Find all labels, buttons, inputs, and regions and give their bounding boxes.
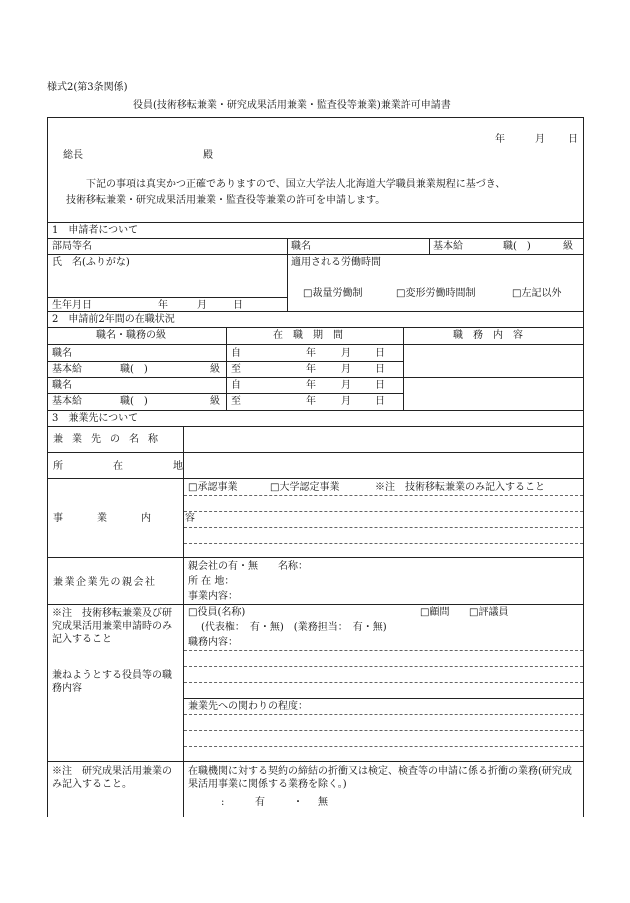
statement-line1: 下記の事項は真実かつ正確でありますので、国立大学法人北海道大学職員兼業規程に基づき、	[86, 179, 506, 190]
hist2-grade: 職( )	[120, 396, 148, 407]
business-opt-approved[interactable]: □承認事業	[188, 482, 238, 493]
hist1-to: 至	[231, 364, 241, 375]
hist2-salary: 基本給	[52, 396, 82, 407]
role-opt-officer[interactable]: □役員(名称)	[188, 607, 246, 618]
form-title: 役員(技術移転兼業・研究成果活用兼業・監査役等兼業)兼業許可申請書	[133, 100, 451, 111]
location-label: 所 在 地	[53, 461, 203, 472]
company-name-label: 兼業先の名称	[53, 434, 167, 445]
hist1-to-day: 日	[375, 364, 385, 375]
hist2-from-year: 年	[306, 380, 316, 391]
position-label: 職名	[291, 241, 311, 252]
col-position: 職名・職務の級	[96, 330, 166, 341]
frame-top	[47, 117, 583, 118]
col-period: 在 職 期 間	[273, 330, 343, 341]
research-yes[interactable]: 有	[255, 797, 265, 808]
hist2-from-month: 月	[341, 380, 351, 391]
hist2-to-day: 日	[375, 396, 385, 407]
role-opt-councilor[interactable]: □評議員	[469, 607, 509, 618]
col-duties: 職 務 内 容	[453, 330, 523, 341]
birth-day: 日	[233, 300, 243, 311]
section3-heading: 3 兼業先について	[52, 413, 139, 424]
involvement-label: 兼業先への関わりの程度：	[188, 701, 308, 712]
salary-label: 基本給	[433, 241, 463, 252]
opt-discretionary[interactable]: □裁量労働制	[303, 288, 363, 299]
hist1-from-year: 年	[306, 348, 316, 359]
role-label: 兼ねようとする役員等の職務内容	[52, 670, 172, 694]
opt-variable[interactable]: □変形労働時間制	[396, 288, 476, 299]
research-note: ※注 研究成果活用兼業のみ記入すること。	[52, 766, 172, 790]
opt-other[interactable]: □左記以外	[512, 288, 562, 299]
parent-company-label: 兼業企業先の親会社	[53, 577, 157, 588]
date-month: 月	[535, 134, 545, 145]
birth-year: 年	[158, 300, 168, 311]
research-dot: ・	[293, 797, 303, 808]
research-text: 在職機関に対する契約の締結の折衝又は検定、検査等の申請に係る折衝の業務(研究成果活用事業に関係する業務を除く。)	[188, 766, 572, 790]
hist2-level: 級	[210, 396, 220, 407]
business-note: ※注 技術移転兼業のみ記入すること	[375, 482, 545, 493]
hist2-to: 至	[231, 396, 241, 407]
hist2-to-year: 年	[306, 396, 316, 407]
hist1-to-year: 年	[306, 364, 316, 375]
date-year: 年	[495, 134, 505, 145]
hist1-from-month: 月	[341, 348, 351, 359]
parent-line2: 所 在 地：	[188, 576, 235, 587]
salary-grade: 職( )	[503, 241, 531, 252]
hist1-to-month: 月	[341, 364, 351, 375]
parent-line3: 事業内容：	[188, 591, 238, 602]
addressee: 総長	[63, 150, 83, 161]
role-duties: 職務内容：	[188, 637, 238, 648]
hist1-grade: 職( )	[120, 364, 148, 375]
birthdate-label: 生年月日	[52, 300, 92, 311]
role-opt-advisor[interactable]: □顧問	[420, 607, 450, 618]
work-hours-label: 適用される労働時間	[291, 257, 381, 268]
hist2-from: 自	[231, 380, 241, 391]
honorific: 殿	[203, 150, 213, 161]
hist1-position: 職名	[52, 348, 72, 359]
hist1-from-day: 日	[375, 348, 385, 359]
birth-month: 月	[197, 300, 207, 311]
parent-line1: 親会社の有・無 名称：	[188, 561, 308, 572]
section1-heading: 1 申請者について	[52, 225, 139, 236]
research-colon: :	[221, 797, 225, 808]
hist1-level: 級	[210, 364, 220, 375]
research-no[interactable]: 無	[318, 797, 328, 808]
form-number: 様式2(第3条関係)	[47, 82, 128, 93]
date-day: 日	[568, 134, 578, 145]
hist2-position: 職名	[52, 380, 72, 391]
hist2-to-month: 月	[341, 396, 351, 407]
hist2-from-day: 日	[375, 380, 385, 391]
hist1-salary: 基本給	[52, 364, 82, 375]
hist1-from: 自	[231, 348, 241, 359]
statement-line2: 技術移転兼業・研究成果活用兼業・監査役等兼業の許可を申請します。	[66, 195, 386, 206]
role-note: ※注 技術移転兼業及び研究成果活用兼業申請時のみ記入すること	[52, 608, 172, 645]
salary-level: 級	[563, 241, 573, 252]
name-label: 氏 名(ふりがな)	[52, 257, 130, 268]
business-opt-certified[interactable]: □大学認定事業	[270, 482, 340, 493]
role-representation: (代表権： 有・無) (業務担当： 有・無)	[201, 622, 387, 633]
frame-right	[583, 117, 584, 817]
department-label: 部局等名	[52, 241, 92, 252]
business-label: 事 業 内 容	[53, 513, 207, 524]
section2-heading: 2 申請前2年間の在職状況	[52, 314, 175, 325]
